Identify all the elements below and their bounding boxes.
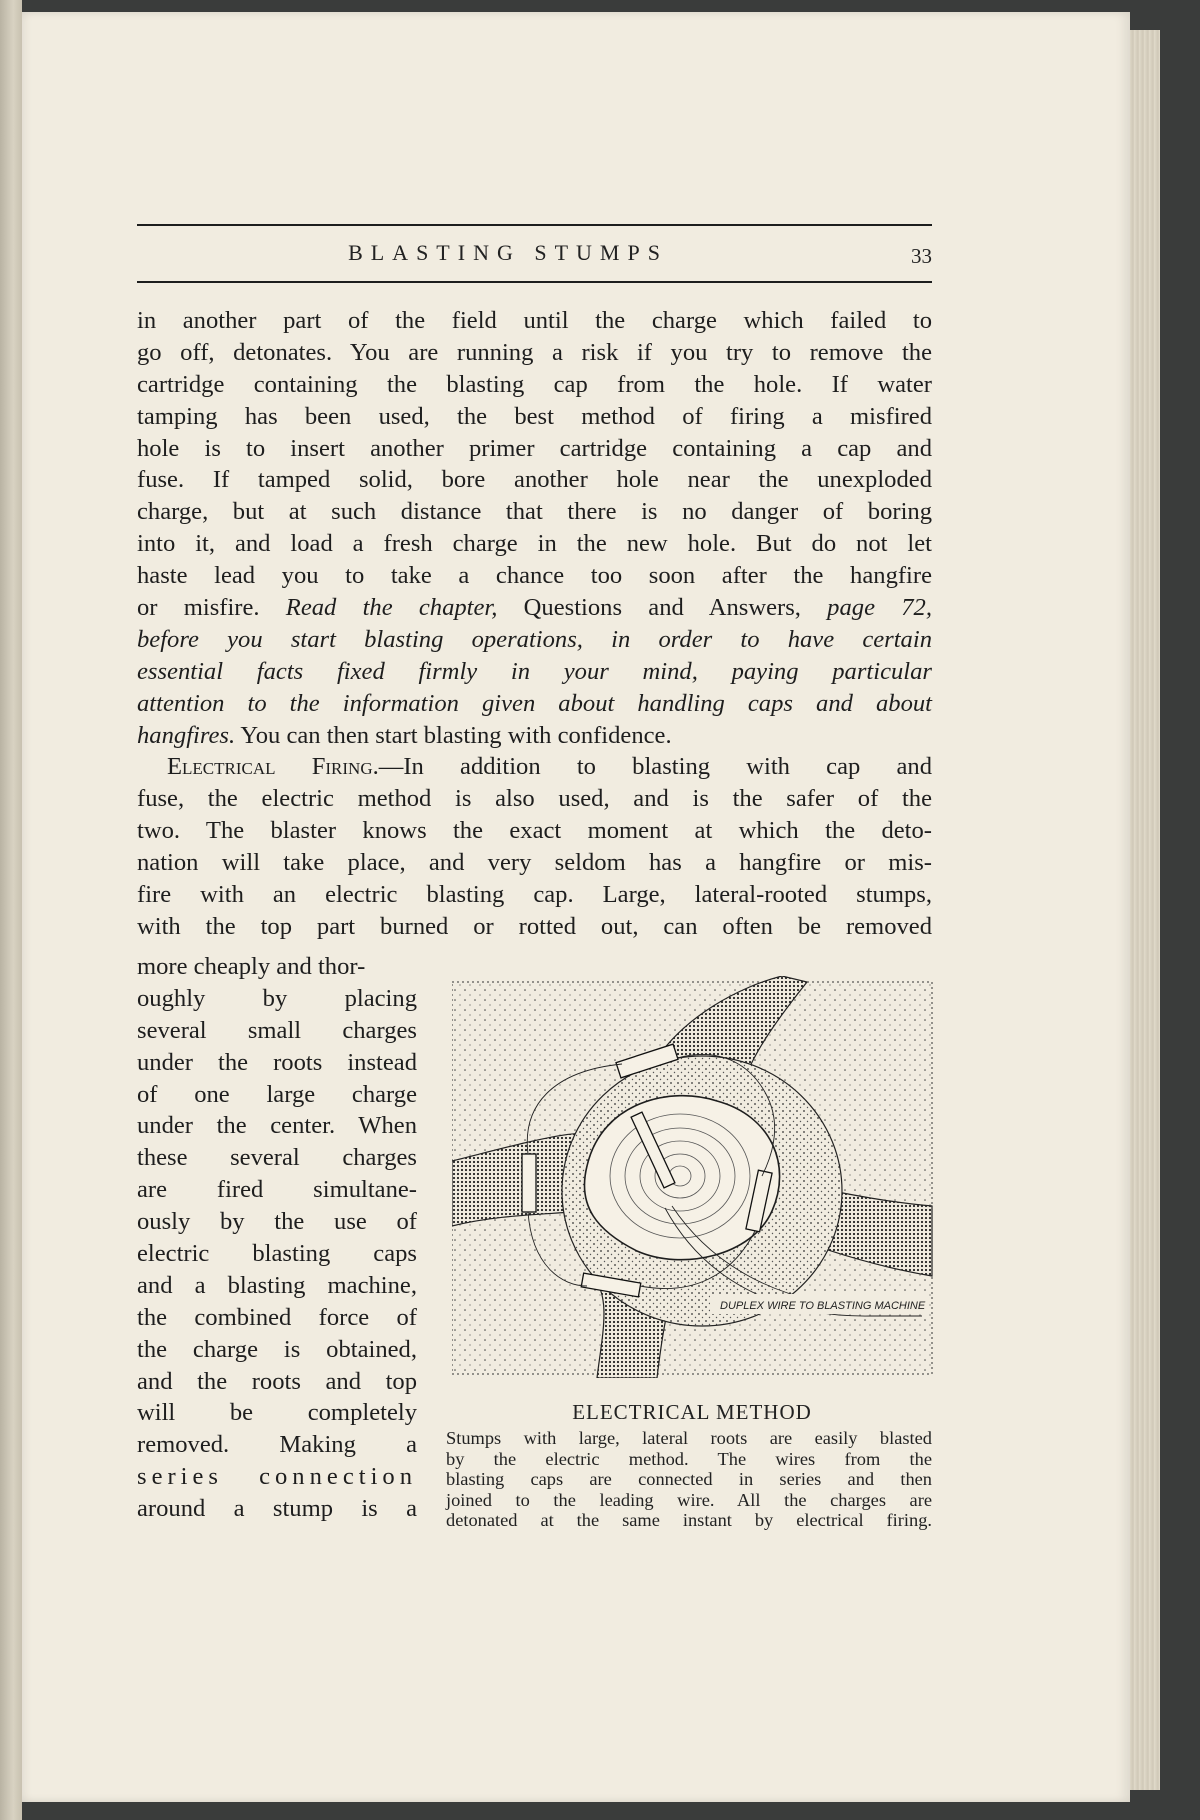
text-line: the charge is obtained, <box>137 1335 417 1363</box>
stump-illustration <box>452 976 934 1378</box>
text-line-mixed <box>137 592 932 624</box>
text-line: nation will take place, and very seldom has a hangfire or mis- <box>137 849 932 877</box>
running-title: BLASTING STUMPS <box>348 240 668 265</box>
figure-caption <box>446 1428 932 1531</box>
text-line: two. The blaster knows the exact moment at which the deto- <box>137 817 932 845</box>
text-line: go off, detonates. You are running a risk if you try to remove the <box>137 338 932 366</box>
narrow-column-text <box>137 951 417 1525</box>
text-fragment: or misfire. <box>137 594 260 622</box>
text-line: tamping has been used, the best method of firing a misfired <box>137 402 932 430</box>
text-line: electric blasting caps <box>137 1240 417 1268</box>
text-line: around a stump is a <box>137 1495 417 1523</box>
text-line: fuse. If tamped solid, bore another hole near the unexploded <box>137 466 932 494</box>
text-line: cartridge containing the blasting cap from the hole. If water <box>137 370 932 398</box>
facing-page-edge <box>0 0 22 1820</box>
section-first-line <box>137 751 932 783</box>
text-fragment: Questions and Answers, <box>523 594 801 622</box>
caption-line: detonated at the same instant by electrical firing. <box>446 1510 932 1530</box>
text-line: haste lead you to take a chance too soon after the hangfire <box>137 562 932 590</box>
text-line: these several charges <box>137 1144 417 1172</box>
text-line: oughly by placing <box>137 984 417 1012</box>
caption-line: blasting caps are connected in series and then <box>446 1469 932 1489</box>
text-line: more cheaply and thor- <box>137 953 366 980</box>
italic-line: before you start blasting operations, in order to have certain <box>137 625 932 653</box>
text-line: with the top part burned or rotted out, can often be removed <box>137 912 932 940</box>
text-line: into it, and load a fresh charge in the new hole. But do not let <box>137 530 932 558</box>
text-line: several small charges <box>137 1016 417 1044</box>
text-line: series connection <box>137 1463 417 1491</box>
text-line: charge, but at such distance that there is no danger of boring <box>137 498 932 526</box>
italic-line: attention to the information given about handling caps and about <box>137 689 932 717</box>
text-line: fire with an electric blasting cap. Large, lateral-rooted stumps, <box>137 881 932 909</box>
header-rule-bottom <box>137 281 932 283</box>
text-fragment: —In addition to blasting with cap and <box>378 753 932 781</box>
text-line: fuse, the electric method is also used, and is the safer of the <box>137 785 932 813</box>
italic-fragment: page 72, <box>827 594 932 622</box>
text-line: will be completely <box>137 1399 417 1427</box>
page-number: 33 <box>911 244 932 268</box>
text-line: removed. Making a <box>137 1431 417 1459</box>
italic-line: essential facts fixed firmly in your mind, paying particular <box>137 657 932 685</box>
caption-line: joined to the leading wire. All the charges are <box>446 1489 932 1510</box>
running-head <box>137 240 932 270</box>
main-text <box>137 305 932 943</box>
wire-label: DUPLEX WIRE TO BLASTING MACHINE <box>720 1300 926 1312</box>
italic-fragment: Read the chapter, <box>285 594 498 622</box>
text-line: of one large charge <box>137 1080 417 1108</box>
page-stack-edge <box>1130 30 1160 1790</box>
text-line: and the roots and top <box>137 1367 417 1395</box>
text-line: hole is to insert another primer cartridge containing a cap and <box>137 434 932 462</box>
section-heading: Electrical Firing. <box>167 753 379 781</box>
text-line: under the roots instead <box>137 1048 417 1076</box>
text-line: are fired simultane- <box>137 1176 417 1204</box>
italic-fragment: hangfires. <box>137 721 236 749</box>
caption-line: Stumps with large, lateral roots are easily blasted <box>446 1428 932 1448</box>
text-fragment: You can then start blasting with confidence. <box>240 721 672 749</box>
text-line: in another part of the field until the charge which failed to <box>137 307 932 334</box>
text-line: ously by the use of <box>137 1208 417 1236</box>
text-line: under the center. When <box>137 1112 417 1140</box>
header-rule-top <box>137 224 932 226</box>
text-line: and a blasting machine, <box>137 1271 417 1299</box>
text-line-mixed <box>137 720 932 752</box>
text-line: the combined force of <box>137 1303 417 1331</box>
caption-line: by the electric method. The wires from the <box>446 1448 932 1469</box>
figure-caption-title: ELECTRICAL METHOD <box>572 1400 812 1424</box>
